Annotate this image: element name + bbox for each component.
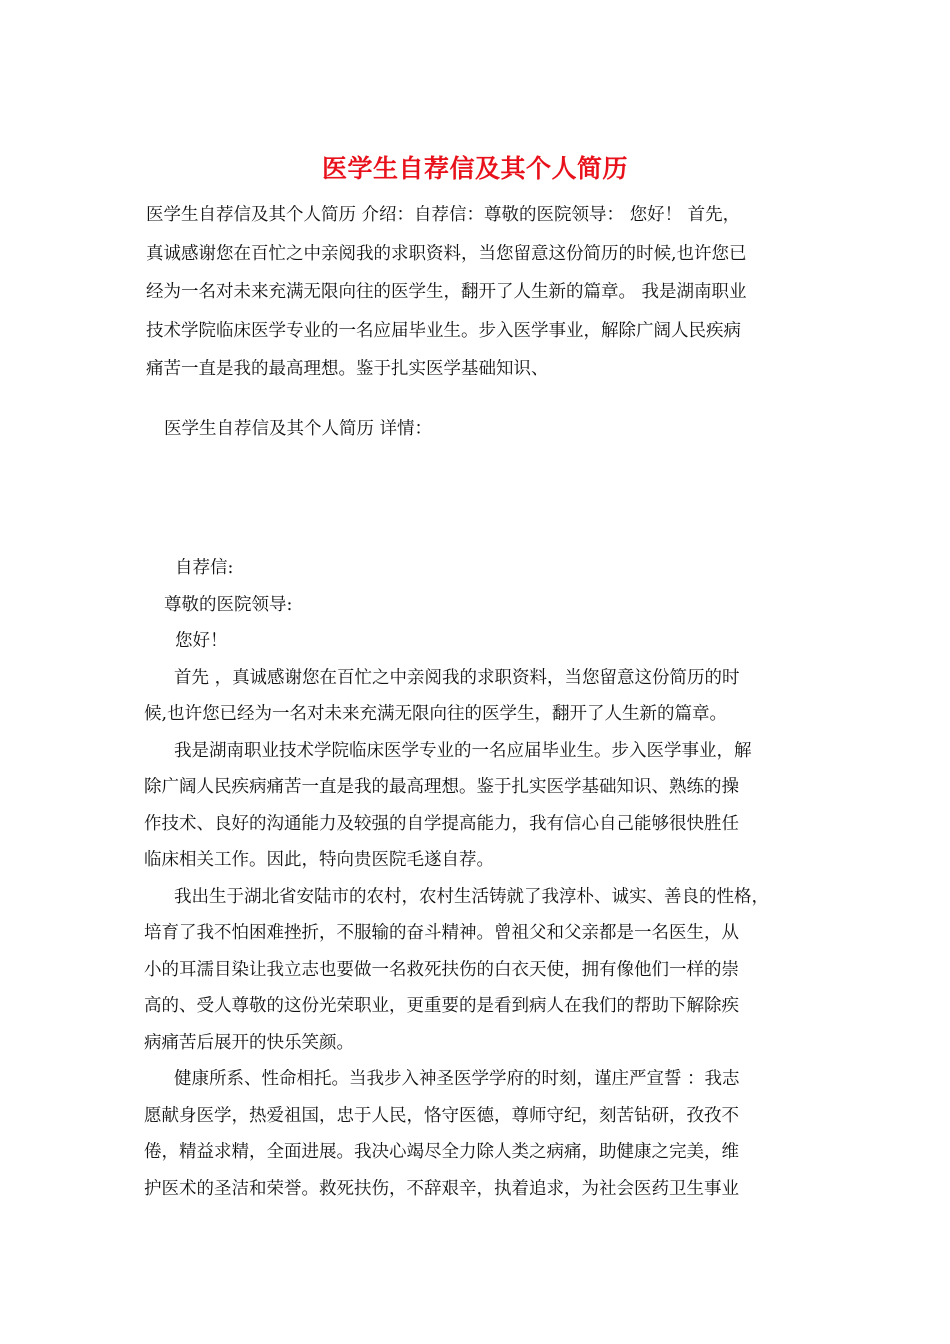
intro-line: 痛苦一直是我的最高理想。鉴于扎实医学基础知识、 xyxy=(146,359,549,379)
intro-summary xyxy=(146,196,806,389)
paragraph-line: 健康所系、性命相托。当我步入神圣医学学府的时刻，谨庄严宣誓 ：我志 xyxy=(174,1069,740,1089)
paragraph-line: 除广阔人民疾病痛苦一直是我的最高理想。鉴于扎实医学基础知识、熟练的操 xyxy=(144,777,739,797)
paragraph-line: 倦，精益求精，全面进展。我决心竭尽全力除人类之病痛，助健康之完美，维 xyxy=(144,1142,739,1162)
paragraph-line: 作技术、良好的沟通能力及较强的自学提高能力，我有信心自己能够很快胜任 xyxy=(144,813,739,834)
letter-salutation: 自荐信: xyxy=(175,558,234,578)
intro-line: 医学生自荐信及其个人简历 介绍：自荐信：尊敬的医院领导： 您好！ 首先， xyxy=(146,205,741,225)
paragraph-line: 护医术的圣洁和荣誉。救死扶伤，不辞艰辛，执着追求，为社会医药卫生事业 xyxy=(144,1178,739,1199)
paragraph-line: 培育了我不怕困难挫折，不服输的奋斗精神。曾祖父和父亲都是一名医生，从 xyxy=(144,923,739,943)
cover-letter xyxy=(144,550,824,1207)
letter-hello: 您好！ xyxy=(175,631,228,651)
letter-recipient: 尊敬的医院领导: xyxy=(164,594,293,615)
intro-line: 技术学院临床医学专业的一名应届毕业生。步入医学事业，解除广阔人民疾病 xyxy=(146,320,741,341)
paragraph-line: 病痛苦后展开的快乐笑颜。 xyxy=(144,1032,354,1053)
paragraph-line: 愿献身医学，热爱祖国，忠于人民，恪守医德，尊师守纪，刻苦钻研，孜孜不 xyxy=(144,1105,739,1126)
paragraph-line: 我是湖南职业技术学院临床医学专业的一名应届毕业生。步入医学事业，解 xyxy=(174,740,752,761)
paragraph-line: 候,也许您已经为一名对未来充满无限向往的医学生，翻开了人生新的篇章。 xyxy=(144,704,728,724)
intro-line: 真诚感谢您在百忙之中亲阅我的求职资料，当您留意这份简历的时候,也许您已 xyxy=(146,243,747,264)
paragraph-line: 高的、受人尊敬的这份光荣职业，更重要的是看到病人在我们的帮助下解除疾 xyxy=(144,996,739,1016)
page-title: 医学生自荐信及其个人简历 xyxy=(321,154,628,183)
intro-line: 经为一名对未来充满无限向往的医学生，翻开了人生新的篇章。 我是湖南职业 xyxy=(146,282,747,302)
details-heading: 医学生自荐信及其个人简历 详情： xyxy=(164,419,433,439)
paragraph-line: 首先 ，真诚感谢您在百忙之中亲阅我的求职资料，当您留意这份简历的时 xyxy=(174,667,740,688)
paragraph-line: 临床相关工作。因此，特向贵医院毛遂自荐。 xyxy=(144,850,494,870)
paragraph-line: 小的耳濡目染让我立志也要做一名救死扶伤的白衣天使，拥有像他们一样的崇 xyxy=(144,959,739,980)
paragraph-line: 我出生于湖北省安陆市的农村，农村生活铸就了我淳朴、诚实、善良的性格， xyxy=(174,886,769,907)
